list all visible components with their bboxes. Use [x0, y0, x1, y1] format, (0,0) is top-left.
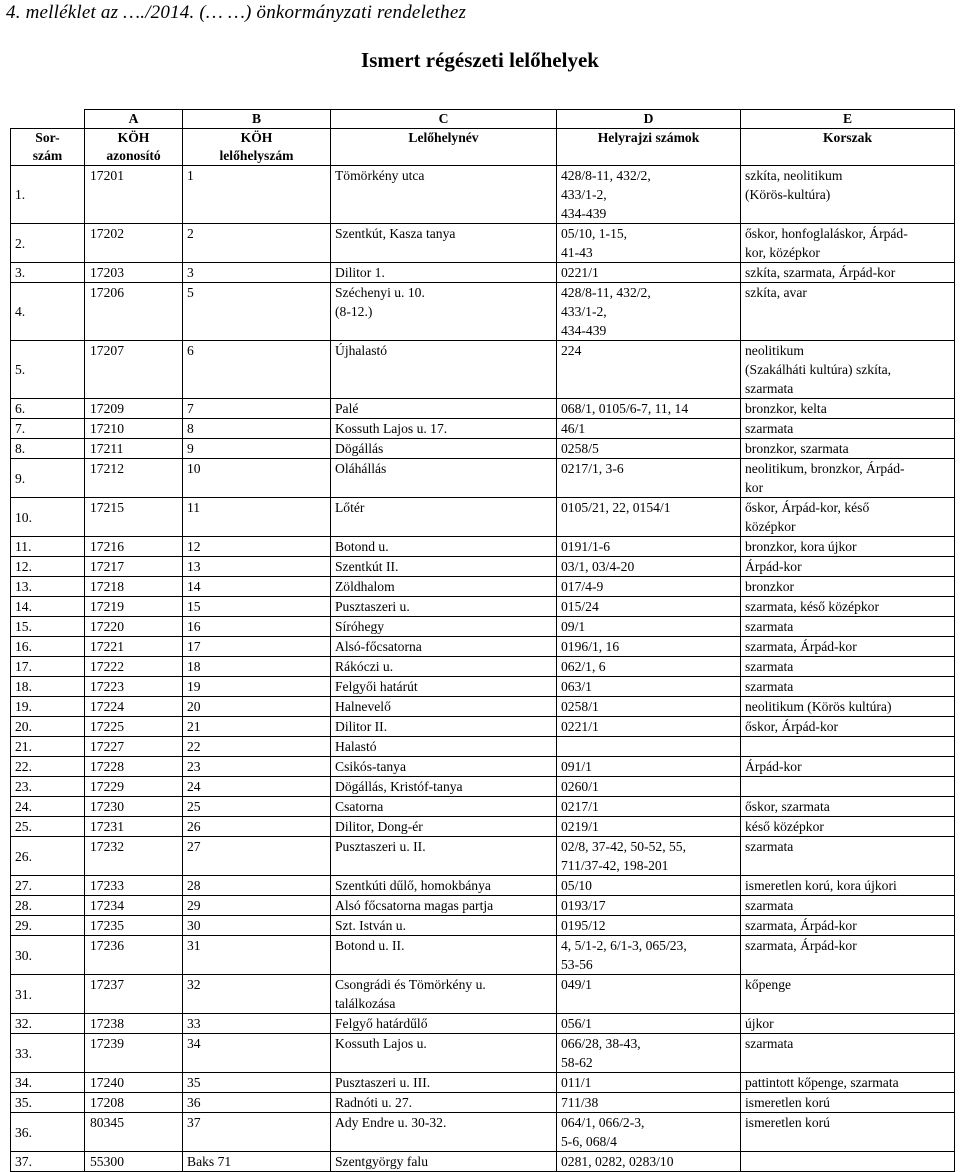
cell-period: szkíta, neolitikum (Körös-kultúra): [741, 166, 955, 224]
cell-period: kőpenge: [741, 975, 955, 1014]
cell-period: szarmata: [741, 1034, 955, 1073]
sites-table: [10, 109, 955, 1172]
cell-period: Árpád-kor: [741, 557, 955, 577]
cell-site-name: Újhalastó: [331, 341, 557, 399]
cell-parcel-numbers: 0217/1, 3-6: [557, 459, 741, 498]
cell-koh-id: 17235: [85, 916, 183, 936]
cell-parcel-numbers: 064/1, 066/2-3, 5-6, 068/4: [557, 1113, 741, 1152]
cell-period: szarmata, Árpád-kor: [741, 936, 955, 975]
cell-koh-site-number: Baks 71: [183, 1152, 331, 1172]
cell-koh-id: 17225: [85, 717, 183, 737]
cell-parcel-numbers: 068/1, 0105/6-7, 11, 14: [557, 399, 741, 419]
cell-koh-site-number: 18: [183, 657, 331, 677]
cell-site-name: Alsó főcsatorna magas partja: [331, 896, 557, 916]
cell-period: újkor: [741, 1014, 955, 1034]
cell-parcel-numbers: 062/1, 6: [557, 657, 741, 677]
cell-period: neolitikum, bronzkor, Árpád- kor: [741, 459, 955, 498]
cell-koh-id: 17232: [85, 837, 183, 876]
cell-site-name: Felgyői határút: [331, 677, 557, 697]
cell-parcel-numbers: 0195/12: [557, 916, 741, 936]
cell-site-name: Kossuth Lajos u.: [331, 1034, 557, 1073]
cell-parcel-numbers: 02/8, 37-42, 50-52, 55, 711/37-42, 198-201: [557, 837, 741, 876]
cell-period: [741, 1152, 955, 1172]
cell-koh-id: 17209: [85, 399, 183, 419]
cell-site-name: Szentgyörgy falu: [331, 1152, 557, 1172]
cell-parcel-numbers: 0260/1: [557, 777, 741, 797]
cell-period: késő középkor: [741, 817, 955, 837]
cell-row-number: 35.: [11, 1093, 85, 1113]
table-row: [11, 399, 955, 419]
cell-period: szarmata: [741, 617, 955, 637]
cell-row-number: 15.: [11, 617, 85, 637]
cell-parcel-numbers: 224: [557, 341, 741, 399]
cell-row-number: 8.: [11, 439, 85, 459]
table-row: [11, 896, 955, 916]
cell-row-number: 4.: [11, 283, 85, 341]
table-row: [11, 757, 955, 777]
cell-row-number: 22.: [11, 757, 85, 777]
cell-row-number: 23.: [11, 777, 85, 797]
cell-koh-id: 17217: [85, 557, 183, 577]
cell-koh-id: 17224: [85, 697, 183, 717]
cell-row-number: 2.: [11, 224, 85, 263]
cell-period: szarmata: [741, 657, 955, 677]
cell-row-number: 25.: [11, 817, 85, 837]
cell-parcel-numbers: 0193/17: [557, 896, 741, 916]
cell-koh-id: 17215: [85, 498, 183, 537]
table-row: [11, 557, 955, 577]
table-row: [11, 419, 955, 439]
cell-period: neolitikum (Szakálháti kultúra) szkíta, szarmata: [741, 341, 955, 399]
cell-parcel-numbers: 063/1: [557, 677, 741, 697]
cell-koh-id: 17211: [85, 439, 183, 459]
cell-koh-site-number: 33: [183, 1014, 331, 1034]
cell-row-number: 32.: [11, 1014, 85, 1034]
document-title: Ismert régészeti lelőhelyek: [361, 48, 599, 72]
table-row: [11, 637, 955, 657]
cell-koh-id: 17227: [85, 737, 183, 757]
table-row: [11, 717, 955, 737]
cell-koh-site-number: 9: [183, 439, 331, 459]
cell-koh-site-number: 13: [183, 557, 331, 577]
table-row: [11, 777, 955, 797]
cell-site-name: Halnevelő: [331, 697, 557, 717]
cell-site-name: Dilitor II.: [331, 717, 557, 737]
cell-row-number: 34.: [11, 1073, 85, 1093]
cell-row-number: 12.: [11, 557, 85, 577]
cell-koh-site-number: 25: [183, 797, 331, 817]
cell-parcel-numbers: 0221/1: [557, 263, 741, 283]
column-letter-row-number: [11, 110, 85, 129]
cell-parcel-numbers: 0217/1: [557, 797, 741, 817]
cell-koh-site-number: 22: [183, 737, 331, 757]
cell-parcel-numbers: 017/4-9: [557, 577, 741, 597]
cell-site-name: Dögállás, Kristóf-tanya: [331, 777, 557, 797]
cell-koh-site-number: 26: [183, 817, 331, 837]
cell-parcel-numbers: 46/1: [557, 419, 741, 439]
cell-row-number: 31.: [11, 975, 85, 1014]
cell-koh-site-number: 37: [183, 1113, 331, 1152]
cell-parcel-numbers: 0219/1: [557, 817, 741, 837]
column-letter-parcel-numbers: D: [557, 110, 741, 129]
cell-site-name: Szentkút II.: [331, 557, 557, 577]
column-header-period: Korszak: [741, 129, 955, 166]
cell-koh-id: 17238: [85, 1014, 183, 1034]
column-header-row: [11, 129, 955, 166]
cell-koh-site-number: 35: [183, 1073, 331, 1093]
cell-koh-id: 17233: [85, 876, 183, 896]
cell-site-name: Ady Endre u. 30-32.: [331, 1113, 557, 1152]
cell-koh-id: 17221: [85, 637, 183, 657]
cell-parcel-numbers: 0281, 0282, 0283/10: [557, 1152, 741, 1172]
cell-koh-id: 17237: [85, 975, 183, 1014]
cell-site-name: Lőtér: [331, 498, 557, 537]
cell-period: szkíta, avar: [741, 283, 955, 341]
table-row: [11, 677, 955, 697]
cell-period: ismeretlen korú: [741, 1093, 955, 1113]
cell-koh-site-number: 11: [183, 498, 331, 537]
cell-koh-id: 17234: [85, 896, 183, 916]
cell-site-name: Szt. István u.: [331, 916, 557, 936]
cell-site-name: Széchenyi u. 10. (8-12.): [331, 283, 557, 341]
cell-site-name: Kossuth Lajos u. 17.: [331, 419, 557, 439]
cell-koh-site-number: 16: [183, 617, 331, 637]
table-row: [11, 263, 955, 283]
cell-koh-site-number: 17: [183, 637, 331, 657]
cell-period: bronzkor, szarmata: [741, 439, 955, 459]
cell-row-number: 14.: [11, 597, 85, 617]
cell-period: szarmata: [741, 896, 955, 916]
cell-koh-site-number: 21: [183, 717, 331, 737]
cell-row-number: 33.: [11, 1034, 85, 1073]
cell-koh-site-number: 20: [183, 697, 331, 717]
column-header-koh-site-number: KÖH lelőhelyszám: [183, 129, 331, 166]
cell-koh-id: 17212: [85, 459, 183, 498]
cell-koh-site-number: 31: [183, 936, 331, 975]
cell-koh-site-number: 3: [183, 263, 331, 283]
cell-site-name: Botond u.: [331, 537, 557, 557]
table-row: [11, 459, 955, 498]
cell-parcel-numbers: 0191/1-6: [557, 537, 741, 557]
cell-period: szarmata: [741, 837, 955, 876]
column-letter-koh-id: A: [85, 110, 183, 129]
table-row: [11, 697, 955, 717]
cell-row-number: 5.: [11, 341, 85, 399]
cell-koh-site-number: 5: [183, 283, 331, 341]
cell-period: pattintott kőpenge, szarmata: [741, 1073, 955, 1093]
cell-row-number: 20.: [11, 717, 85, 737]
document-header-line: 4. melléklet az …./2014. (… …) önkormányzati rendelethez: [6, 2, 467, 23]
cell-koh-id: 55300: [85, 1152, 183, 1172]
cell-site-name: Csikós-tanya: [331, 757, 557, 777]
cell-site-name: Csongrádi és Tömörkény u. találkozása: [331, 975, 557, 1014]
cell-row-number: 24.: [11, 797, 85, 817]
cell-parcel-numbers: [557, 737, 741, 757]
table-row: [11, 1152, 955, 1172]
table-row: [11, 597, 955, 617]
cell-koh-site-number: 7: [183, 399, 331, 419]
cell-parcel-numbers: 056/1: [557, 1014, 741, 1034]
cell-koh-id: 17239: [85, 1034, 183, 1073]
cell-koh-site-number: 32: [183, 975, 331, 1014]
table-row: [11, 617, 955, 637]
cell-koh-id: 17203: [85, 263, 183, 283]
cell-row-number: 18.: [11, 677, 85, 697]
cell-period: ismeretlen korú, kora újkori: [741, 876, 955, 896]
cell-period: szarmata, késő középkor: [741, 597, 955, 617]
cell-koh-site-number: 19: [183, 677, 331, 697]
cell-parcel-numbers: 0221/1: [557, 717, 741, 737]
cell-period: szarmata, Árpád-kor: [741, 637, 955, 657]
cell-row-number: 36.: [11, 1113, 85, 1152]
column-header-row-number: Sor- szám: [11, 129, 85, 166]
cell-row-number: 16.: [11, 637, 85, 657]
cell-site-name: Dilitor 1.: [331, 263, 557, 283]
cell-koh-id: 17219: [85, 597, 183, 617]
cell-period: szarmata: [741, 677, 955, 697]
table-row: [11, 975, 955, 1014]
cell-row-number: 1.: [11, 166, 85, 224]
cell-parcel-numbers: 05/10, 1-15, 41-43: [557, 224, 741, 263]
table-row: [11, 166, 955, 224]
cell-period: [741, 737, 955, 757]
cell-site-name: Tömörkény utca: [331, 166, 557, 224]
table-row: [11, 341, 955, 399]
cell-site-name: Halastó: [331, 737, 557, 757]
table-row: [11, 439, 955, 459]
table-row: [11, 1034, 955, 1073]
cell-parcel-numbers: 05/10: [557, 876, 741, 896]
table-row: [11, 817, 955, 837]
cell-parcel-numbers: 0196/1, 16: [557, 637, 741, 657]
cell-koh-id: 17216: [85, 537, 183, 557]
cell-site-name: Síróhegy: [331, 617, 557, 637]
cell-koh-id: 17236: [85, 936, 183, 975]
cell-parcel-numbers: 09/1: [557, 617, 741, 637]
cell-site-name: Dilitor, Dong-ér: [331, 817, 557, 837]
column-letter-koh-site-number: B: [183, 110, 331, 129]
table-row: [11, 283, 955, 341]
cell-koh-site-number: 28: [183, 876, 331, 896]
cell-koh-site-number: 23: [183, 757, 331, 777]
cell-parcel-numbers: 428/8-11, 432/2, 433/1-2, 434-439: [557, 283, 741, 341]
table-row: [11, 1093, 955, 1113]
cell-site-name: Szentkúti dűlő, homokbánya: [331, 876, 557, 896]
column-letter-site-name: C: [331, 110, 557, 129]
cell-koh-id: 17201: [85, 166, 183, 224]
cell-parcel-numbers: 03/1, 03/4-20: [557, 557, 741, 577]
cell-row-number: 11.: [11, 537, 85, 557]
cell-koh-id: 17208: [85, 1093, 183, 1113]
cell-koh-id: 17229: [85, 777, 183, 797]
cell-period: Árpád-kor: [741, 757, 955, 777]
cell-row-number: 7.: [11, 419, 85, 439]
cell-period: őskor, szarmata: [741, 797, 955, 817]
cell-koh-id: 17222: [85, 657, 183, 677]
cell-koh-site-number: 27: [183, 837, 331, 876]
cell-koh-id: 17220: [85, 617, 183, 637]
cell-koh-id: 80345: [85, 1113, 183, 1152]
cell-parcel-numbers: 428/8-11, 432/2, 433/1-2, 434-439: [557, 166, 741, 224]
cell-parcel-numbers: 066/28, 38-43, 58-62: [557, 1034, 741, 1073]
cell-parcel-numbers: 4, 5/1-2, 6/1-3, 065/23, 53-56: [557, 936, 741, 975]
cell-row-number: 6.: [11, 399, 85, 419]
column-header-site-name: Lelőhelynév: [331, 129, 557, 166]
cell-period: őskor, Árpád-kor: [741, 717, 955, 737]
cell-site-name: Dögállás: [331, 439, 557, 459]
cell-koh-site-number: 6: [183, 341, 331, 399]
cell-period: bronzkor, kora újkor: [741, 537, 955, 557]
cell-period: őskor, honfoglaláskor, Árpád- kor, középkor: [741, 224, 955, 263]
cell-koh-id: 17231: [85, 817, 183, 837]
cell-koh-site-number: 2: [183, 224, 331, 263]
cell-row-number: 19.: [11, 697, 85, 717]
cell-period: szarmata: [741, 419, 955, 439]
cell-koh-site-number: 24: [183, 777, 331, 797]
table-row: [11, 876, 955, 896]
cell-row-number: 28.: [11, 896, 85, 916]
cell-koh-site-number: 14: [183, 577, 331, 597]
cell-row-number: 13.: [11, 577, 85, 597]
cell-row-number: 10.: [11, 498, 85, 537]
cell-koh-site-number: 10: [183, 459, 331, 498]
cell-koh-id: 17207: [85, 341, 183, 399]
cell-koh-site-number: 29: [183, 896, 331, 916]
cell-parcel-numbers: 0258/1: [557, 697, 741, 717]
table-row: [11, 797, 955, 817]
cell-period: szarmata, Árpád-kor: [741, 916, 955, 936]
cell-site-name: Pusztaszeri u. II.: [331, 837, 557, 876]
column-header-parcel-numbers: Helyrajzi számok: [557, 129, 741, 166]
cell-site-name: Oláhállás: [331, 459, 557, 498]
table-row: [11, 916, 955, 936]
cell-parcel-numbers: 015/24: [557, 597, 741, 617]
cell-site-name: Rákóczi u.: [331, 657, 557, 677]
table-row: [11, 1014, 955, 1034]
cell-koh-id: 17223: [85, 677, 183, 697]
cell-koh-id: 17240: [85, 1073, 183, 1093]
cell-row-number: 30.: [11, 936, 85, 975]
table-row: [11, 837, 955, 876]
cell-parcel-numbers: 0105/21, 22, 0154/1: [557, 498, 741, 537]
table-row: [11, 657, 955, 677]
cell-parcel-numbers: 091/1: [557, 757, 741, 777]
cell-koh-id: 17202: [85, 224, 183, 263]
table-row: [11, 224, 955, 263]
cell-koh-site-number: 30: [183, 916, 331, 936]
cell-row-number: 3.: [11, 263, 85, 283]
cell-period: bronzkor, kelta: [741, 399, 955, 419]
cell-period: őskor, Árpád-kor, késő középkor: [741, 498, 955, 537]
cell-site-name: Radnóti u. 27.: [331, 1093, 557, 1113]
cell-period: szkíta, szarmata, Árpád-kor: [741, 263, 955, 283]
cell-site-name: Alsó-főcsatorna: [331, 637, 557, 657]
cell-period: ismeretlen korú: [741, 1113, 955, 1152]
table-row: [11, 498, 955, 537]
cell-row-number: 26.: [11, 837, 85, 876]
cell-parcel-numbers: 011/1: [557, 1073, 741, 1093]
cell-koh-site-number: 15: [183, 597, 331, 617]
table-row: [11, 936, 955, 975]
cell-row-number: 27.: [11, 876, 85, 896]
cell-koh-id: 17206: [85, 283, 183, 341]
cell-period: bronzkor: [741, 577, 955, 597]
table-row: [11, 577, 955, 597]
cell-site-name: Csatorna: [331, 797, 557, 817]
table-row: [11, 1073, 955, 1093]
column-letter-row: [11, 110, 955, 129]
cell-koh-id: 17210: [85, 419, 183, 439]
cell-koh-site-number: 36: [183, 1093, 331, 1113]
cell-period: neolitikum (Körös kultúra): [741, 697, 955, 717]
cell-site-name: Pusztaszeri u. III.: [331, 1073, 557, 1093]
cell-site-name: Pusztaszeri u.: [331, 597, 557, 617]
cell-parcel-numbers: 0258/5: [557, 439, 741, 459]
cell-koh-site-number: 12: [183, 537, 331, 557]
cell-koh-id: 17218: [85, 577, 183, 597]
cell-site-name: Zöldhalom: [331, 577, 557, 597]
cell-row-number: 37.: [11, 1152, 85, 1172]
cell-koh-site-number: 1: [183, 166, 331, 224]
cell-koh-id: 17228: [85, 757, 183, 777]
table-row: [11, 537, 955, 557]
cell-site-name: Botond u. II.: [331, 936, 557, 975]
cell-row-number: 9.: [11, 459, 85, 498]
cell-row-number: 29.: [11, 916, 85, 936]
cell-koh-site-number: 34: [183, 1034, 331, 1073]
cell-koh-id: 17230: [85, 797, 183, 817]
column-header-koh-id: KÖH azonosító: [85, 129, 183, 166]
cell-parcel-numbers: 711/38: [557, 1093, 741, 1113]
cell-parcel-numbers: 049/1: [557, 975, 741, 1014]
cell-site-name: Palé: [331, 399, 557, 419]
cell-row-number: 21.: [11, 737, 85, 757]
cell-period: [741, 777, 955, 797]
cell-koh-site-number: 8: [183, 419, 331, 439]
table-row: [11, 1113, 955, 1152]
cell-site-name: Felgyő határdűlő: [331, 1014, 557, 1034]
cell-row-number: 17.: [11, 657, 85, 677]
cell-site-name: Szentkút, Kasza tanya: [331, 224, 557, 263]
column-letter-period: E: [741, 110, 955, 129]
table-row: [11, 737, 955, 757]
